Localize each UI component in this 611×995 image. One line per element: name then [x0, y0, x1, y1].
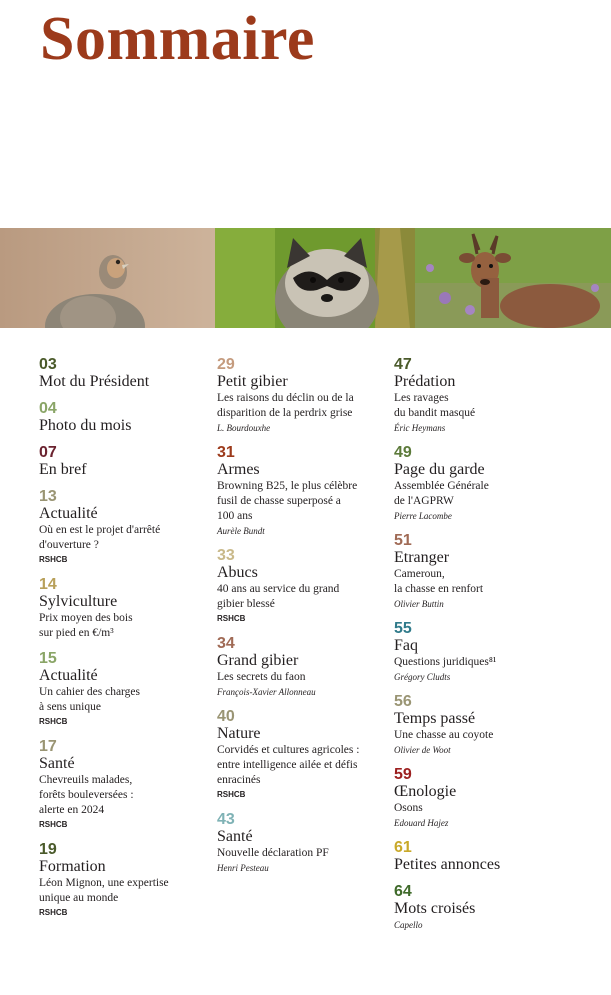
toc-entry[interactable]	[394, 766, 594, 830]
section-description: Browning B25, le plus célèbre	[217, 480, 358, 492]
page-number: 40	[217, 708, 235, 725]
page-title: Sommaire	[40, 5, 315, 73]
toc-entry[interactable]	[217, 708, 389, 802]
section-description: forêts bouleversées :	[39, 789, 134, 801]
section-title: Prédation	[394, 373, 456, 390]
section-author: RSHCB	[39, 820, 68, 829]
section-description: 40 ans au service du grand	[217, 583, 340, 595]
section-author: Olivier de Woot	[394, 745, 451, 755]
page-number: 07	[39, 444, 57, 461]
section-author: Aurèle Bundt	[217, 526, 265, 536]
page-number: 56	[394, 693, 412, 710]
toc-entry[interactable]	[39, 400, 209, 435]
page-number: 47	[394, 356, 412, 373]
section-description: Chevreuils malades,	[39, 774, 133, 786]
section-description: fusil de chasse superposé a	[217, 495, 341, 507]
toc-entry[interactable]	[39, 356, 209, 391]
section-author: Henri Pesteau	[217, 863, 269, 873]
toc-entry[interactable]	[39, 444, 209, 479]
toc-entry[interactable]	[394, 444, 594, 523]
section-description: Une chasse au coyote	[394, 729, 494, 741]
section-author: RSHCB	[39, 717, 68, 726]
section-description: Où en est le projet d'arrêté	[39, 524, 161, 536]
section-description: d'ouverture ?	[39, 539, 99, 551]
section-author: Pierre Lacombe	[394, 511, 452, 521]
section-title: En bref	[39, 461, 87, 478]
page-number: 55	[394, 620, 412, 637]
section-description: Cameroun,	[394, 568, 445, 580]
section-description: Assemblée Générale	[394, 480, 489, 492]
toc-entry[interactable]	[394, 883, 594, 932]
section-description: Un cahier des charges	[39, 686, 141, 698]
partridge-photo	[0, 228, 215, 328]
toc-entry[interactable]	[217, 444, 389, 538]
page-number: 59	[394, 766, 412, 783]
photo-strip	[0, 228, 611, 328]
page-number: 61	[394, 839, 412, 856]
section-title: Petites annonces	[394, 856, 501, 873]
section-description: Osons	[394, 802, 423, 814]
section-description: Les ravages	[394, 392, 449, 404]
section-title: Actualité	[39, 667, 98, 684]
toc-entry[interactable]	[217, 811, 389, 875]
raccoon-photo	[215, 228, 415, 328]
section-description: Les raisons du déclin ou de la	[217, 392, 354, 404]
section-author: RSHCB	[217, 614, 246, 623]
section-title: Œnologie	[394, 783, 457, 800]
section-title: Santé	[217, 828, 253, 845]
section-title: Nature	[217, 725, 261, 742]
section-title: Faq	[394, 637, 418, 654]
page-number: 49	[394, 444, 412, 461]
section-author: RSHCB	[39, 908, 68, 917]
toc-entry[interactable]	[217, 547, 389, 626]
section-description: du bandit masqué	[394, 407, 476, 419]
section-description: de l'AGPRW	[394, 495, 454, 507]
page-number: 04	[39, 400, 57, 417]
toc-entry[interactable]	[39, 841, 209, 920]
section-title: Etranger	[394, 549, 450, 566]
section-description: gibier blessé	[217, 598, 275, 610]
page-number: 33	[217, 547, 235, 564]
section-description: Prix moyen des bois	[39, 612, 133, 624]
page-number: 13	[39, 488, 57, 505]
section-title: Formation	[39, 858, 106, 875]
page-number: 03	[39, 356, 57, 373]
toc-entry[interactable]	[217, 635, 389, 699]
section-title: Page du garde	[394, 461, 485, 478]
section-author: L. Bourdouxhe	[217, 423, 271, 433]
section-description: Questions juridiques⁸¹	[394, 656, 497, 668]
section-title: Photo du mois	[39, 417, 132, 434]
toc-entry[interactable]	[394, 356, 594, 435]
toc-entry[interactable]	[39, 650, 209, 729]
section-title: Santé	[39, 755, 75, 772]
toc-entry[interactable]	[217, 356, 389, 435]
section-description: disparition de la perdrix grise	[217, 407, 353, 419]
section-description: sur pied en €/m³	[39, 627, 114, 639]
page-number: 29	[217, 356, 235, 373]
page-number: 51	[394, 532, 412, 549]
toc-entry[interactable]	[394, 532, 594, 611]
page-number: 64	[394, 883, 412, 900]
section-description: Corvidés et cultures agricoles :	[217, 744, 360, 756]
toc-entry[interactable]	[394, 839, 594, 874]
section-title: Grand gibier	[217, 652, 299, 669]
section-author: Éric Heymans	[394, 423, 446, 433]
section-title: Armes	[217, 461, 260, 478]
section-description: alerte en 2024	[39, 804, 105, 816]
page-number: 19	[39, 841, 57, 858]
section-title: Actualité	[39, 505, 98, 522]
toc-entry[interactable]	[394, 693, 594, 757]
toc-column-2	[217, 356, 389, 884]
section-title: Temps passé	[394, 710, 476, 727]
toc-entry[interactable]	[394, 620, 594, 684]
section-author: Capello	[394, 920, 423, 930]
section-author: Olivier Buttin	[394, 599, 444, 609]
page-number: 17	[39, 738, 57, 755]
section-author: Edouard Hajez	[394, 818, 449, 828]
section-description: enracinés	[217, 774, 261, 786]
section-description: 100 ans	[217, 510, 253, 522]
section-description: Léon Mignon, une expertise	[39, 877, 169, 889]
section-title: Petit gibier	[217, 373, 288, 390]
section-title: Mots croisés	[394, 900, 476, 917]
page-number: 15	[39, 650, 57, 667]
page-number: 14	[39, 576, 57, 593]
section-title: Abucs	[217, 564, 258, 581]
section-description: Les secrets du faon	[217, 671, 306, 683]
section-author: Grégory Cludts	[394, 672, 451, 682]
toc-column-1	[39, 356, 209, 929]
page-number: 34	[217, 635, 235, 652]
page-number: 31	[217, 444, 235, 461]
section-description: Nouvelle déclaration PF	[217, 847, 329, 859]
section-author: RSHCB	[39, 555, 68, 564]
section-description: unique au monde	[39, 892, 119, 904]
toc-entry[interactable]	[39, 738, 209, 832]
section-author: François-Xavier Allonneau	[217, 687, 316, 697]
toc-entry[interactable]	[39, 576, 209, 641]
section-title: Mot du Président	[39, 373, 150, 390]
roe-deer-photo	[415, 228, 611, 328]
toc-entry[interactable]	[39, 488, 209, 567]
page-number: 43	[217, 811, 235, 828]
section-description: la chasse en renfort	[394, 583, 484, 595]
section-title: Sylviculture	[39, 593, 118, 610]
section-author: RSHCB	[217, 790, 246, 799]
toc-column-3	[394, 356, 594, 941]
section-description: entre intelligence ailée et défis	[217, 759, 358, 771]
section-description: à sens unique	[39, 701, 101, 713]
